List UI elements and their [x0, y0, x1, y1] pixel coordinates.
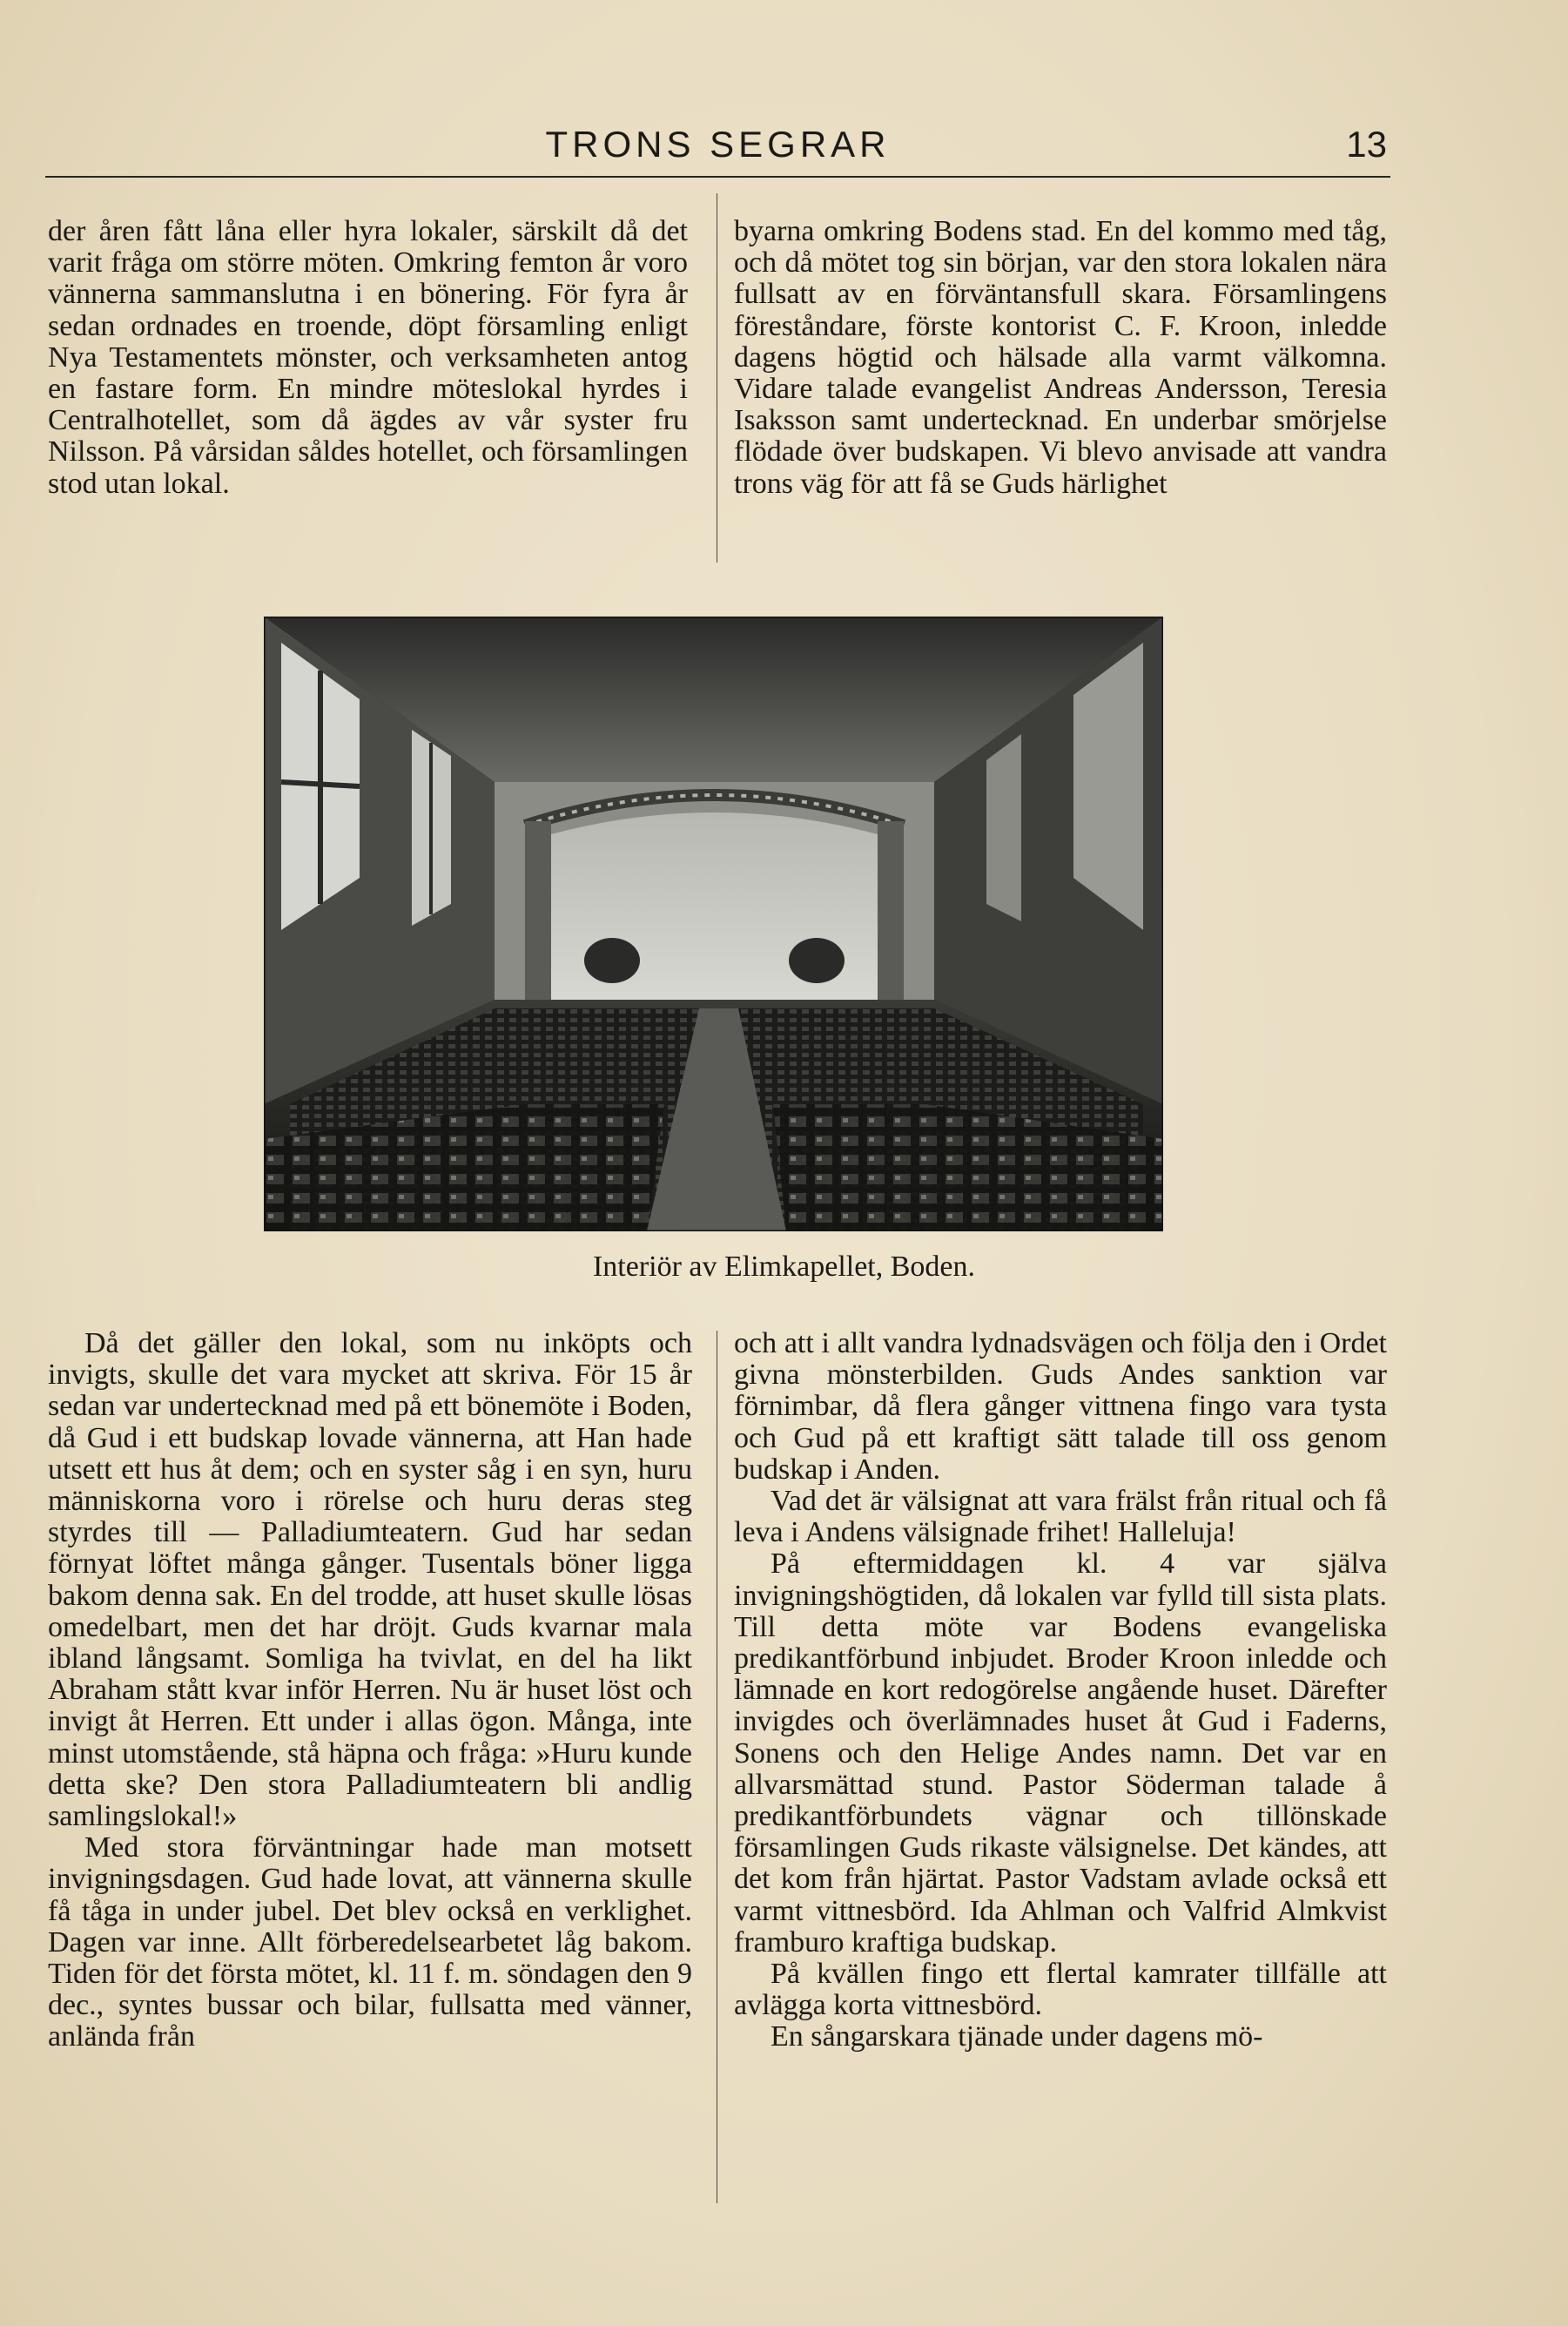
chapel-interior-illustration — [264, 617, 1163, 1231]
top-left-column — [48, 216, 688, 500]
paragraph: På kvällen fingo ett flertal kamrater tillfälle att avlägga korta vittnesbörd. — [734, 1958, 1387, 2022]
bottom-left-column — [48, 1328, 692, 2053]
photo-caption: Interiör av Elimkapellet, Boden. — [592, 1251, 976, 1283]
paragraph: En sångarskara tjänade under dagens mö- — [771, 2020, 1263, 2053]
paragraph: Då det gäller den lokal, som nu inköpts och invigts, skulle det vara mycket att skriva. För 15 år sedan var undertecknad med på ett bönemöte i Boden, då Gud i ett budskap lovade vännerna, att Han hade utsett ett hus åt dem; och en syster såg i en syn, huru människorna voro i rörelse och huru deras steg styrdes till — Palladiumteatern. Gud har sedan förnyat löftet många gånger. Tusentals böner ligga bakom denna sak. En del trodde, att huset skulle lösas omedelbart, men det har dröjt. Guds kvarnar mala ibland långsamt. Somliga ha tvivlat, en del ha likt Abraham stått kvar inför Herren. Nu är huset löst och invigt åt Herren. Ett under i allas ögon. Många, inte minst utomstående, stå häpna och fråga: »Huru kunde detta ske? Den stora Palladiumteatern bli andlig samlingslokal!» — [48, 1327, 692, 1833]
paragraph: der åren fått låna eller hyra lokaler, särskilt då det varit fråga om större möten. Omkring femton år voro vännerna sammanslutna i en bönering. För fyra år sedan ordnades en troende, döpt församling enligt Nya Testamentets mönster, och verksamheten antog en fastare form. En mindre möteslokal hyrdes i Centralhotellet, som då ägdes av vår syster fru Nilsson. På vårsidan såldes hotellet, och församlingen stod utan lokal. — [48, 215, 688, 500]
paragraph: På eftermiddagen kl. 4 var själva invigningshögtiden, då lokalen var fylld till sista plats. Till detta möte var Bodens evangeliska predikantförbund inbjudet. Broder Kroon inledde och lämnade en kort redogörelse angående huset. Därefter invigdes och överlämnades huset åt Gud i Faderns, Sonens och den Helige Andes namn. Det var en allvarsmättad stund. Pastor Söderman talade å predikantförbundets vägnar och tillönskade församlingen Guds rikaste välsignelse. Det kändes, att det kom från hjärtat. Pastor Vadstam avlade också ett varmt vittnesbörd. Ida Ahlman och Valfrid Almkvist framburo kraftiga budskap. — [734, 1547, 1387, 1959]
magazine-title: TRONS SEGRAR — [545, 124, 891, 165]
running-header — [45, 124, 1390, 178]
paragraph: Med stora förväntningar hade man motsett invigningsdagen. Gud hade lovat, att vännerna skulle få tåga in under jubel. Det blev också en verklighet. Dagen var inne. Allt förberedelsearbetet låg bakom. Tiden för det första mötet, kl. 11 f. m. söndagen den 9 dec., syntes bussar och bilar, fullsatta med vänner, anlända från — [48, 1831, 692, 2053]
paragraph: byarna omkring Bodens stad. En del kommo med tåg, och då mötet tog sin början, var den stora lokalen nära fullsatt av en förväntansfull skara. Församlingens föreståndare, förste kontorist C. F. Kroon, inledde dagens högtid och hälsade alla varmt välkomna. Vidare talade evangelist Andreas Andersson, Teresia Isaksson samt undertecknad. En underbar smörjelse flödade över budskapen. Vi blevo anvisade att vandra trons väg för att få se Guds härlighet — [734, 215, 1387, 500]
paragraph: Vad det är välsignat att vara frälst från ritual och få leva i Andens välsignade frihet! Halleluja! — [734, 1485, 1387, 1549]
page-number: 13 — [1346, 124, 1387, 165]
paragraph: och att i allt vandra lydnadsvägen och följa den i Ordet givna mönsterbilden. Guds Andes sanktion var förnimbar, då flera gånger vittnena fingo vara tysta och Gud på ett kraftigt sätt talade till oss genom budskap i Anden. — [734, 1327, 1387, 1486]
interior-photograph — [264, 617, 1163, 1231]
top-right-column — [734, 216, 1387, 500]
bottom-right-column — [734, 1328, 1387, 2053]
